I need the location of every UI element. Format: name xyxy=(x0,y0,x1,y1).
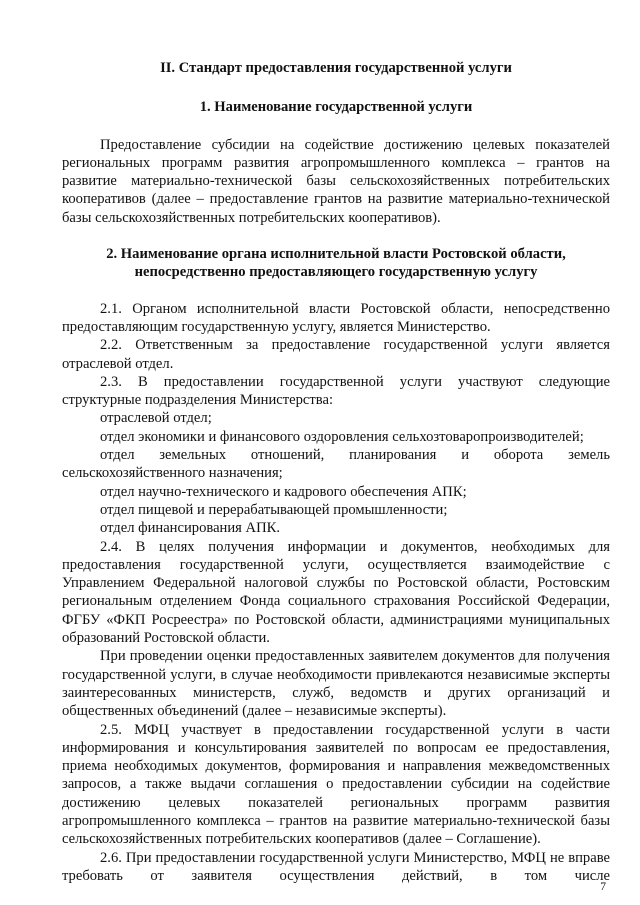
subsection-2-title xyxy=(62,245,610,282)
section-title: II. Стандарт предоставления государственной услуги xyxy=(160,60,512,76)
service-name-paragraph: Предоставление субсидии на содействие достижению целевых показателей региональных программ развития агропромышленного комплекса – грантов на развитие материально-технической базы сельскохозяйственных потребительских кооперативов (далее – предоставление грантов на развитие материально-технической базы сельскохозяйственных потребительских кооперативов). xyxy=(62,136,610,226)
unit-list-item: отраслевой отдел; xyxy=(100,410,212,427)
paragraph-2-6: 2.6. При предоставлении государственной услуги Министерство, МФЦ не вправе требовать от заявителя осуществления действий, в том числе xyxy=(62,849,610,884)
paragraph-2-3: 2.3. В предоставлении государственной услуги участвуют следующие структурные подразделения Министерства: xyxy=(62,373,610,409)
document-page xyxy=(62,56,610,885)
paragraph-2-1: 2.1. Органом исполнительной власти Ростовской области, непосредственно предоставляющим государственную услугу, является Министерство. xyxy=(62,300,610,335)
page-number: 7 xyxy=(600,881,606,893)
paragraph-2-4-experts: При проведении оценки предоставленных заявителем документов для получения государственной услуги, в случае необходимости привлекаются независимые эксперты заинтересованных министерств, служб, ведомств и других организаций и общественных объединений (далее – независимые эксперты). xyxy=(62,648,610,720)
paragraph-2-2: 2.2. Ответственным за предоставление государственной услуги является отраслевой отдел. xyxy=(62,337,610,372)
subsection-1-title: 1. Наименование государственной услуги xyxy=(199,99,473,116)
unit-list-item: отдел земельных отношений, планирования и оборота земель сельскохозяйственного назначения; xyxy=(62,447,610,482)
subsection-2-title-line-2: непосредственно предоставляющего государственную услугу xyxy=(134,264,538,281)
subsection-2-title-line-1: 2. Наименование органа исполнительной власти Ростовской области, xyxy=(106,246,566,263)
unit-list-item: отдел экономики и финансового оздоровления сельхозтоваропроизводителей; xyxy=(100,428,584,445)
unit-list-item: отдел научно-технического и кадрового обеспечения АПК; xyxy=(100,483,467,500)
unit-list-item: отдел пищевой и перерабатывающей промышленности; xyxy=(100,501,448,518)
paragraph-2-4: 2.4. В целях получения информации и документов, необходимых для предоставления государственной услуги, осуществляется взаимодействие с Управлением Федеральной налоговой службы по Ростовской области, Ростовским региональным отделением Фонда социального страхования Российской Федерации, ФГБУ «ФКП Росреестра» по Ростовской области, администрациями муниципальных образований Ростовской области. xyxy=(62,538,610,647)
paragraph-2-5: 2.5. МФЦ участвует в предоставлении государственной услуги в части информирования и консультирования заявителей по вопросам ее предоставления, приема необходимых документов, формирования и направления межведомственных запросов, а также выдачи соглашения о предоставлении субсидии на содействие достижению целевых показателей региональных программ развития агропромышленного комплекса – грантов на развитие материально-технической базы сельскохозяйственных потребительских кооперативов (далее – Соглашение). xyxy=(62,721,610,848)
unit-list-item: отдел финансирования АПК. xyxy=(100,520,280,537)
